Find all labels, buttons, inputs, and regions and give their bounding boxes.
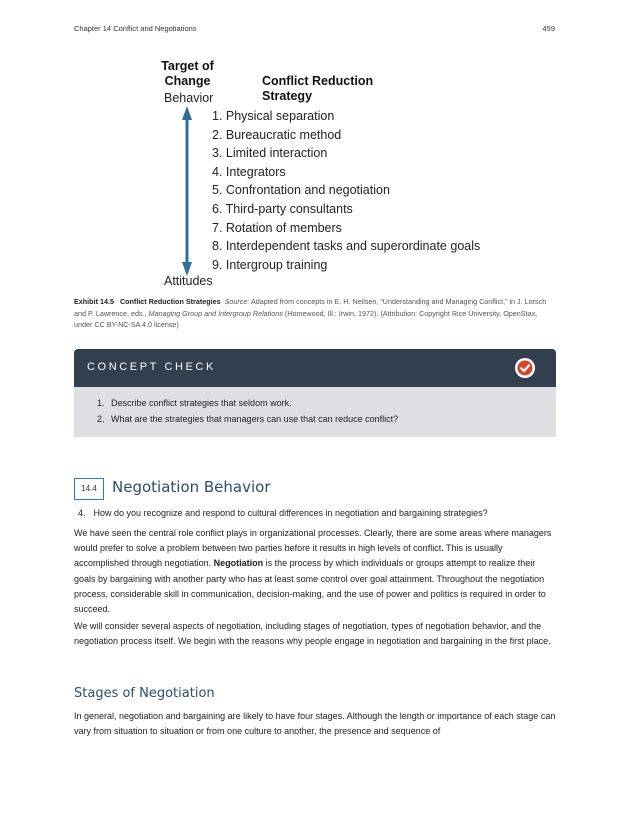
paragraph-negotiation-intro: We have seen the central role conflict plays in organizational processes. Clearly, there are some areas where managers would prefer to solve a problem between two parties before it results in high levels of conflict. This is usually accomplished through negotiation. Negotiation is the process by which individuals or groups attempt to realize their goals by bargaining with another party who has at least some control over goal attainment. Throughout the negotiation process, considerable skill in communication, decision-making, and the use of power and politics is required in order to succeed. bbox=[74, 528, 552, 615]
concept-check-item: 1. Describe conflict strategies that seldom work. bbox=[107, 395, 556, 411]
paragraph-overview: We will consider several aspects of negotiation, including stages of negotiation, types of negotiation behavior, and the negotiation process itself. We begin with the reasons why people engage in negotiation and bargaining in the first place. bbox=[74, 621, 551, 647]
strategy-item: 7. Rotation of members bbox=[212, 220, 342, 235]
strategy-item: 2. Bureaucratic method bbox=[212, 127, 342, 142]
caption-text-end: (Homewood, Ill.: Irwin, 1972). (Attribution: Copyright Rice University, OpenStax, under CC BY-NC-SA 4.0 license) bbox=[74, 308, 538, 330]
exhibit-number: Exhibit 14.5 bbox=[74, 297, 114, 306]
exhibit-title: Conflict Reduction Strategies bbox=[119, 297, 221, 306]
conflict-reduction-figure bbox=[0, 0, 630, 300]
attitudes-label: Attitudes bbox=[164, 274, 213, 288]
concept-check-item: 2. What are the strategies that managers can use that can reduce conflict? bbox=[107, 411, 556, 427]
concept-check-list bbox=[74, 387, 556, 427]
objective-number: 4. bbox=[78, 508, 86, 518]
objective-text: How do you recognize and respond to cultural differences in negotiation and bargaining strategies? bbox=[93, 508, 488, 518]
concept-check-body bbox=[74, 387, 556, 437]
paragraph-stages: In general, negotiation and bargaining are likely to have four stages. Although the length or importance of each stage can vary from situation to situation or from one culture to another, the presence and sequence of bbox=[74, 711, 556, 737]
book-title: Managing Group and Intergroup Relations bbox=[148, 308, 283, 318]
source-label: Source: bbox=[224, 297, 250, 306]
checkmark-icon bbox=[515, 358, 535, 378]
strategy-item: 3. Limited interaction bbox=[212, 146, 328, 161]
caption-text: Adapted from concepts in E. H. Neilsen, “Understanding and Managing Conflict,” in J. Lorsch and P. Lawrence, eds., bbox=[74, 297, 547, 318]
strategy-list bbox=[212, 107, 480, 274]
figure-caption bbox=[74, 296, 554, 331]
section-number-badge: 14.4 bbox=[74, 478, 104, 500]
key-term: Negotiation bbox=[213, 558, 264, 569]
strategy-item: 5. Confrontation and negotiation bbox=[212, 183, 390, 198]
behavior-label: Behavior bbox=[164, 91, 214, 105]
double-arrow-icon bbox=[180, 106, 194, 276]
strategy-heading: Conflict Reduction Strategy bbox=[262, 74, 374, 103]
strategy-item: 4. Integrators bbox=[212, 164, 286, 179]
section-title: Negotiation Behavior bbox=[112, 478, 271, 496]
strategy-item: 1. Physical separation bbox=[212, 109, 335, 123]
target-of-change-heading: Target of Change bbox=[161, 59, 214, 88]
learning-objective bbox=[78, 508, 488, 518]
subsection-heading: Stages of Negotiation bbox=[74, 686, 215, 701]
strategy-item: 9. Intergroup training bbox=[212, 257, 328, 272]
running-header-chapter: Chapter 14 Conflict and Negotiations bbox=[74, 24, 197, 33]
concept-check-header bbox=[74, 349, 556, 387]
concept-check-title: CONCEPT CHECK bbox=[87, 361, 216, 373]
strategy-item: 6. Third-party consultants bbox=[212, 201, 353, 216]
page-number: 459 bbox=[542, 24, 555, 33]
concept-check-box bbox=[74, 349, 556, 437]
strategy-item: 8. Interdependent tasks and superordinate goals bbox=[212, 239, 481, 254]
